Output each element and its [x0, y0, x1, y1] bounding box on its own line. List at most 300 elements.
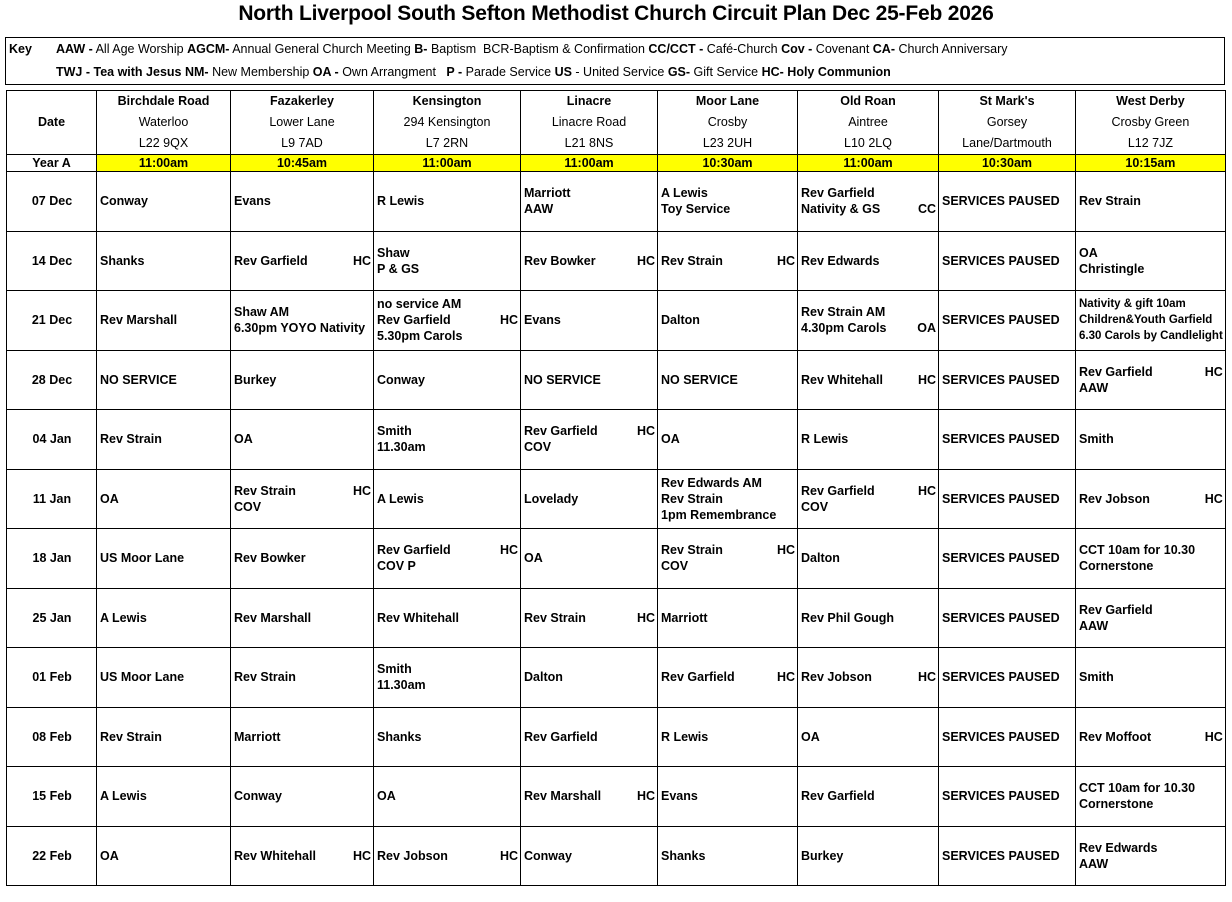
service-entry	[524, 312, 655, 328]
service-cell	[1076, 826, 1226, 886]
service-cell	[658, 826, 798, 886]
preacher-line: Evans	[661, 789, 698, 804]
date-header-spacer	[7, 133, 97, 155]
service-entry	[234, 729, 371, 745]
key-text: Church Anniversary	[895, 42, 1008, 56]
service-cell	[374, 529, 521, 589]
key-abbr: NM-	[184, 65, 209, 79]
preacher-line: Rev Strain	[234, 670, 296, 685]
service-cell	[939, 410, 1076, 470]
communion-tag: HC	[1204, 491, 1223, 506]
church-addr1: Aintree	[798, 112, 939, 133]
service-entry	[942, 431, 1073, 447]
preacher-line: Christingle	[1079, 261, 1145, 276]
preacher-line: R Lewis	[661, 729, 709, 744]
service-entry	[524, 788, 655, 804]
date-cell: 04 Jan	[7, 410, 97, 470]
preacher-line: Rev Garfield	[377, 313, 451, 328]
preacher-line: Rev Edwards	[801, 253, 880, 268]
preacher-line: CCT 10am for 10.30	[1079, 781, 1196, 796]
preacher-line: 4.30pm Carols	[801, 321, 887, 336]
preacher-line: A Lewis	[377, 491, 424, 506]
preacher-line: COV	[234, 499, 262, 514]
service-cell	[521, 767, 658, 827]
service-entry	[100, 729, 228, 745]
preacher-line: AAW	[1079, 618, 1109, 633]
date-cell: 22 Feb	[7, 826, 97, 886]
service-entry	[524, 253, 655, 269]
service-entry	[100, 372, 228, 388]
preacher-line: US Moor Lane	[100, 670, 185, 685]
service-cell	[97, 648, 231, 708]
preacher-line: SERVICES PAUSED	[942, 848, 1060, 863]
service-cell	[939, 826, 1076, 886]
communion-tag: HC	[352, 253, 371, 268]
preacher-line: Nativity & GS	[801, 202, 881, 217]
service-entry	[100, 550, 228, 566]
service-type-tag: OA	[917, 321, 936, 336]
preacher-line: OA	[377, 789, 396, 804]
service-cell	[1076, 231, 1226, 291]
service-time: 10:15am	[1076, 155, 1226, 172]
service-entry	[377, 788, 518, 804]
key-text: Baptism BCR-Baptism & Confirmation	[427, 42, 649, 56]
service-entry	[377, 423, 518, 455]
service-entry	[377, 848, 518, 864]
church-addr1: 294 Kensington	[374, 112, 521, 133]
service-entry	[801, 304, 936, 336]
service-cell	[939, 648, 1076, 708]
service-entry	[377, 245, 518, 277]
church-name: Fazakerley	[231, 91, 374, 113]
service-entry	[942, 372, 1073, 388]
preacher-line: NO SERVICE	[661, 372, 738, 387]
service-entry	[524, 491, 655, 507]
table-row	[7, 648, 1226, 708]
service-time: 11:00am	[521, 155, 658, 172]
service-entry	[661, 669, 795, 685]
service-entry	[942, 312, 1073, 328]
preacher-line: Rev Garfield	[801, 186, 875, 201]
preacher-line: Rev Marshall	[234, 610, 312, 625]
table-row	[7, 291, 1226, 351]
communion-tag: HC	[636, 610, 655, 625]
communion-tag: HC	[636, 789, 655, 804]
preacher-line: OA	[1079, 245, 1098, 260]
service-cell	[97, 410, 231, 470]
church-addr1: Waterloo	[97, 112, 231, 133]
service-entry	[1079, 296, 1223, 344]
preacher-line: SERVICES PAUSED	[942, 729, 1060, 744]
key-text: New Membership	[208, 65, 313, 79]
service-cell	[374, 291, 521, 351]
key-text: Own Arrangment	[338, 65, 447, 79]
preacher-line: Cornerstone	[1079, 559, 1154, 574]
service-entry	[234, 669, 371, 685]
preacher-line: SERVICES PAUSED	[942, 610, 1060, 625]
date-cell: 01 Feb	[7, 648, 97, 708]
service-entry	[100, 788, 228, 804]
service-cell	[1076, 410, 1226, 470]
service-cell	[374, 707, 521, 767]
service-entry	[661, 542, 795, 574]
communion-tag: HC	[499, 313, 518, 328]
service-cell	[939, 172, 1076, 232]
service-entry	[234, 550, 371, 566]
service-cell	[521, 529, 658, 589]
preacher-line: 11.30am	[377, 678, 426, 693]
service-entry	[100, 669, 228, 685]
key-abbr: CA-	[872, 42, 895, 56]
service-cell	[231, 826, 374, 886]
service-entry	[524, 185, 655, 217]
service-cell	[939, 231, 1076, 291]
service-cell	[97, 172, 231, 232]
service-cell	[939, 350, 1076, 410]
service-entry	[661, 475, 795, 523]
service-entry	[377, 193, 518, 209]
service-cell	[798, 469, 939, 529]
service-entry	[661, 729, 795, 745]
table-row	[7, 231, 1226, 291]
service-entry	[661, 788, 795, 804]
date-cell: 08 Feb	[7, 707, 97, 767]
service-cell	[231, 231, 374, 291]
church-name: West Derby	[1076, 91, 1226, 113]
preacher-line: COV	[801, 499, 829, 514]
preacher-line: Rev Strain	[1079, 194, 1141, 209]
preacher-line: Burkey	[801, 848, 844, 863]
date-cell: 07 Dec	[7, 172, 97, 232]
service-cell	[939, 291, 1076, 351]
communion-tag: HC	[776, 670, 795, 685]
preacher-line: Rev Garfield	[234, 253, 308, 268]
preacher-line: Evans	[234, 194, 271, 209]
service-cell	[521, 707, 658, 767]
preacher-line: COV	[661, 559, 689, 574]
service-cell	[521, 826, 658, 886]
church-name: St Mark's	[939, 91, 1076, 113]
service-entry	[524, 610, 655, 626]
preacher-line: CCT 10am for 10.30	[1079, 543, 1196, 558]
preacher-line: OA	[801, 729, 820, 744]
service-entry	[1079, 669, 1223, 685]
service-cell	[231, 410, 374, 470]
year-label: Year A	[7, 155, 97, 172]
service-cell	[658, 350, 798, 410]
service-entry	[234, 304, 371, 336]
preacher-line: 11.30am	[377, 440, 426, 455]
service-entry	[942, 788, 1073, 804]
date-header-spacer	[7, 91, 97, 113]
service-cell	[658, 410, 798, 470]
preacher-line: Rev Jobson	[801, 670, 872, 685]
church-name: Moor Lane	[658, 91, 798, 113]
service-entry	[377, 729, 518, 745]
preacher-line: SERVICES PAUSED	[942, 670, 1060, 685]
preacher-line: Rev Garfield	[524, 729, 598, 744]
key-abbr: B-	[414, 42, 428, 56]
service-cell	[374, 172, 521, 232]
service-entry	[1079, 729, 1223, 745]
service-cell	[1076, 172, 1226, 232]
preacher-line: Evans	[524, 313, 561, 328]
communion-tag: HC	[499, 543, 518, 558]
service-cell	[231, 707, 374, 767]
preacher-line: Shaw	[377, 245, 410, 260]
service-entry	[100, 193, 228, 209]
preacher-line: Rev Garfield	[661, 670, 735, 685]
preacher-line: SERVICES PAUSED	[942, 253, 1060, 268]
service-cell	[521, 291, 658, 351]
service-entry	[234, 483, 371, 515]
preacher-line: Rev Garfield	[524, 424, 598, 439]
service-cell	[658, 707, 798, 767]
date-cell: 11 Jan	[7, 469, 97, 529]
preacher-line: SERVICES PAUSED	[942, 194, 1060, 209]
preacher-line: Conway	[234, 789, 282, 804]
service-cell	[939, 707, 1076, 767]
service-entry	[234, 610, 371, 626]
service-cell	[521, 172, 658, 232]
preacher-line: NO SERVICE	[524, 372, 601, 387]
table-row	[7, 172, 1226, 232]
service-cell	[658, 291, 798, 351]
service-cell	[939, 469, 1076, 529]
date-cell: 25 Jan	[7, 588, 97, 648]
service-cell	[1076, 291, 1226, 351]
key-abbr: Cov -	[781, 42, 813, 56]
service-cell	[658, 172, 798, 232]
service-entry	[661, 848, 795, 864]
church-addr2: L21 8NS	[521, 133, 658, 155]
page-title: North Liverpool South Sefton Methodist Church Circuit Plan Dec 25-Feb 2026	[238, 2, 994, 25]
communion-tag: HC	[917, 670, 936, 685]
preacher-line: Rev Garfield	[377, 543, 451, 558]
preacher-line: Rev Whitehall	[234, 848, 316, 863]
preacher-line: Rev Marshall	[524, 789, 602, 804]
preacher-line: Burkey	[234, 372, 277, 387]
service-entry	[942, 491, 1073, 507]
service-entry	[942, 253, 1073, 269]
service-cell	[798, 231, 939, 291]
service-cell	[1076, 648, 1226, 708]
communion-tag: HC	[1204, 729, 1223, 744]
service-cell	[939, 529, 1076, 589]
key-text: Gift Service	[690, 65, 762, 79]
service-entry	[234, 253, 371, 269]
preacher-line: A Lewis	[661, 186, 708, 201]
key-abbr: OA -	[312, 65, 339, 79]
key-abbr: GS-	[667, 65, 691, 79]
service-cell	[97, 767, 231, 827]
preacher-line: Dalton	[524, 670, 563, 685]
key-abbr: TWJ - Tea with Jesus	[56, 65, 182, 79]
service-cell	[374, 767, 521, 827]
service-entry	[524, 848, 655, 864]
date-cell: 28 Dec	[7, 350, 97, 410]
service-entry	[100, 431, 228, 447]
church-addr2: L10 2LQ	[798, 133, 939, 155]
service-cell	[231, 350, 374, 410]
service-entry	[942, 610, 1073, 626]
preacher-line: Nativity & gift 10am	[1079, 298, 1186, 311]
service-entry	[801, 253, 936, 269]
key-text: Parade Service	[462, 65, 555, 79]
service-entry	[234, 788, 371, 804]
service-entry	[1079, 840, 1223, 872]
service-entry	[661, 431, 795, 447]
service-cell	[521, 588, 658, 648]
date-cell: 21 Dec	[7, 291, 97, 351]
preacher-line: 5.30pm Carols	[377, 329, 463, 344]
service-cell	[374, 231, 521, 291]
church-name: Birchdale Road	[97, 91, 231, 113]
service-cell	[658, 469, 798, 529]
preacher-line: Rev Garfield	[801, 789, 875, 804]
service-entry	[661, 185, 795, 217]
service-cell	[1076, 350, 1226, 410]
preacher-line: Rev Garfield	[1079, 602, 1153, 617]
service-entry	[942, 848, 1073, 864]
preacher-line: SERVICES PAUSED	[942, 491, 1060, 506]
key-text: All Age Worship	[92, 42, 188, 56]
service-entry	[801, 431, 936, 447]
preacher-line: AAW	[524, 202, 554, 217]
communion-tag: HC	[352, 483, 371, 498]
church-addr1: Lower Lane	[231, 112, 374, 133]
key-text: Covenant	[812, 42, 873, 56]
service-cell	[658, 648, 798, 708]
preacher-line: Conway	[100, 194, 148, 209]
preacher-line: 6.30pm YOYO Nativity	[234, 321, 366, 336]
service-entry	[100, 253, 228, 269]
service-cell	[97, 707, 231, 767]
preacher-line: OA	[100, 491, 119, 506]
key-text: Annual General Church Meeting	[229, 42, 415, 56]
service-entry	[942, 193, 1073, 209]
service-cell	[521, 231, 658, 291]
key-abbr: US	[554, 65, 572, 79]
preacher-line: 6.30 Carols by Candlelight	[1079, 330, 1223, 343]
table-row	[7, 707, 1226, 767]
key-text: - United Service	[571, 65, 668, 79]
preacher-line: OA	[661, 432, 680, 447]
preacher-line: SERVICES PAUSED	[942, 551, 1060, 566]
key-abbr: AAW -	[56, 42, 93, 56]
preacher-line: Rev Whitehall	[801, 372, 883, 387]
church-name: Old Roan	[798, 91, 939, 113]
service-cell	[374, 350, 521, 410]
service-entry	[524, 372, 655, 388]
communion-tag: HC	[352, 848, 371, 863]
service-entry	[801, 788, 936, 804]
preacher-line: Rev Strain	[524, 610, 586, 625]
church-addr1: Gorsey	[939, 112, 1076, 133]
service-entry	[377, 296, 518, 344]
service-cell	[658, 529, 798, 589]
service-cell	[798, 529, 939, 589]
preacher-line: Shanks	[661, 848, 706, 863]
preacher-line: Rev Strain	[234, 483, 296, 498]
preacher-line: COV	[524, 440, 552, 455]
preacher-line: A Lewis	[100, 610, 147, 625]
date-cell: 14 Dec	[7, 231, 97, 291]
service-cell	[939, 588, 1076, 648]
service-entry	[1079, 602, 1223, 634]
key-abbr: P -	[446, 65, 463, 79]
service-entry	[377, 661, 518, 693]
service-entry	[801, 483, 936, 515]
service-entry	[801, 729, 936, 745]
church-name: Kensington	[374, 91, 521, 113]
service-cell	[1076, 588, 1226, 648]
preacher-line: Rev Garfield	[801, 483, 875, 498]
service-cell	[374, 826, 521, 886]
preacher-line: SERVICES PAUSED	[942, 789, 1060, 804]
service-type-tag: CC	[917, 202, 936, 217]
service-cell	[658, 588, 798, 648]
table-row	[7, 588, 1226, 648]
service-entry	[1079, 542, 1223, 574]
service-entry	[377, 372, 518, 388]
preacher-line: SERVICES PAUSED	[942, 432, 1060, 447]
service-cell	[97, 350, 231, 410]
service-time: 10:45am	[231, 155, 374, 172]
table-row	[7, 826, 1226, 886]
preacher-line: OA	[524, 551, 543, 566]
service-entry	[942, 669, 1073, 685]
service-cell	[1076, 707, 1226, 767]
church-addr1: Crosby Green	[1076, 112, 1226, 133]
service-cell	[231, 172, 374, 232]
preacher-line: Rev Strain AM	[801, 305, 886, 320]
service-entry	[801, 185, 936, 217]
service-cell	[97, 231, 231, 291]
date-column-header: Date	[7, 112, 97, 133]
service-time: 11:00am	[798, 155, 939, 172]
preacher-line: COV P	[377, 559, 416, 574]
preacher-line: Rev Moffoot	[1079, 729, 1152, 744]
preacher-line: Conway	[377, 372, 425, 387]
preacher-line: Rev Strain	[661, 491, 723, 506]
service-cell	[798, 707, 939, 767]
service-entry	[377, 491, 518, 507]
service-cell	[658, 767, 798, 827]
church-addr2: L7 2RN	[374, 133, 521, 155]
key-abbr: AGCM-	[187, 42, 230, 56]
preacher-line: Rev Jobson	[377, 848, 448, 863]
service-entry	[234, 848, 371, 864]
preacher-line: 1pm Remembrance	[661, 507, 777, 522]
service-time: 10:30am	[658, 155, 798, 172]
service-cell	[1076, 767, 1226, 827]
service-entry	[1079, 245, 1223, 277]
preacher-line: Rev Edwards AM	[661, 475, 762, 490]
communion-tag: HC	[776, 543, 795, 558]
preacher-line: Cornerstone	[1079, 797, 1154, 812]
service-cell	[374, 410, 521, 470]
service-cell	[798, 588, 939, 648]
service-entry	[524, 669, 655, 685]
preacher-line: SERVICES PAUSED	[942, 313, 1060, 328]
communion-tag: HC	[499, 848, 518, 863]
service-entry	[801, 669, 936, 685]
service-entry	[524, 729, 655, 745]
service-cell	[97, 588, 231, 648]
service-cell	[521, 410, 658, 470]
service-cell	[97, 469, 231, 529]
